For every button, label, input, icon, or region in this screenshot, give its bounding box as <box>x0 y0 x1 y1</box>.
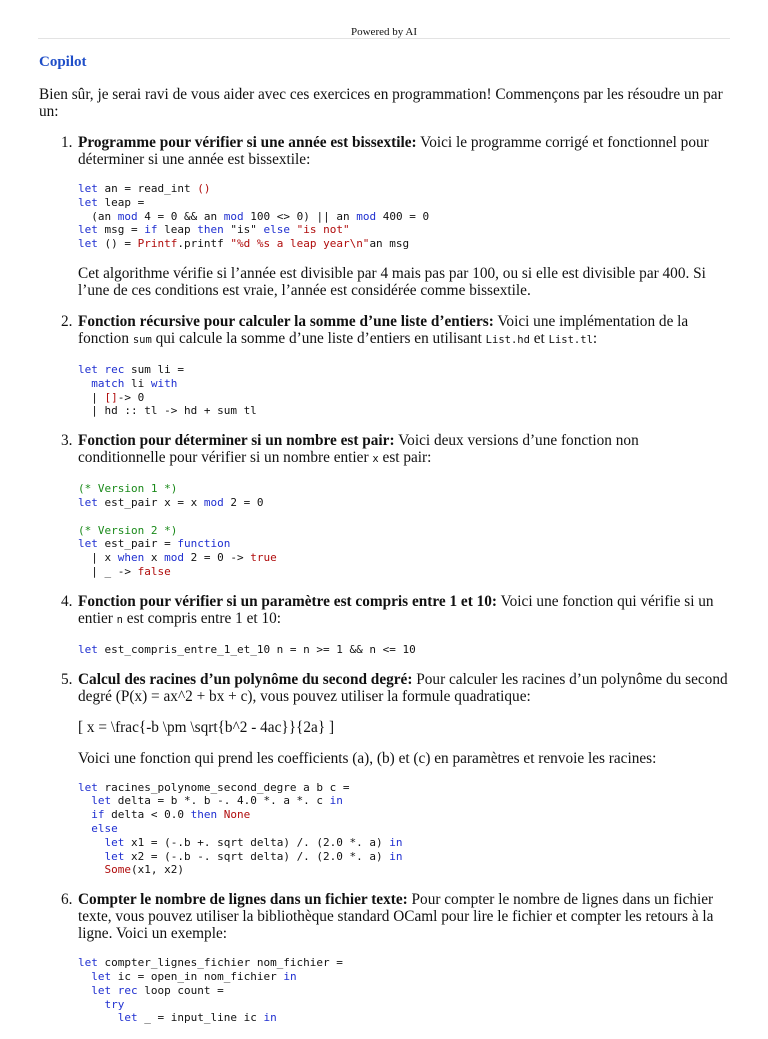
code-line <box>78 237 409 250</box>
code-block <box>78 182 729 251</box>
code-token-st: "%d %s a leap year\n" <box>230 237 370 251</box>
code-token-kw: let <box>91 794 118 808</box>
item-number: 6. <box>61 891 73 909</box>
code-token-kw: let <box>78 223 105 237</box>
code-token-kw: in <box>329 794 343 808</box>
code-token: | <box>78 390 105 404</box>
code-token-cm: (* Version 1 *) <box>78 482 178 496</box>
code-token: | _ -> <box>78 564 138 578</box>
code-token: est_pair x = x <box>104 495 204 509</box>
code-token: 2 = 0 <box>230 495 264 509</box>
code-token-st: Some <box>104 863 131 877</box>
item-text: : <box>592 329 598 347</box>
code-line <box>78 391 144 404</box>
item-text: Pour compter le nombre de lignes dans un fichier texte, vous pouvez utiliser la bibliothèque standard OCaml pour lire le fichier et compter les retours à la ligne. Voici un exemple: <box>78 891 714 943</box>
code-token-kw: let <box>117 1011 145 1025</box>
code-token: an msg <box>369 237 410 251</box>
code-token-kw: let <box>78 195 105 209</box>
code-line <box>78 196 144 209</box>
code-token: -> 0 <box>117 390 145 404</box>
exercise-item-4 <box>61 592 729 657</box>
code-line <box>78 956 343 969</box>
exercise-item-3 <box>61 432 729 579</box>
inline-code: List.hd <box>485 333 530 346</box>
item-number: 3. <box>61 432 73 450</box>
code-token-kw: let <box>78 237 105 251</box>
code-token <box>78 863 105 876</box>
code-token-st: None <box>217 808 251 822</box>
code-token: leap <box>164 223 198 237</box>
code-token: x2 = (-.b -. sqrt delta) /. (2.0 *. a) <box>131 849 390 863</box>
item-title: Calcul des racines d’un polynôme du second degré: <box>78 670 413 688</box>
code-token-kw: let <box>78 780 105 794</box>
code-token <box>78 998 105 1011</box>
code-token: loop count = <box>144 983 224 997</box>
code-token: an = read_int <box>104 182 198 195</box>
code-line <box>78 223 350 236</box>
code-token <box>78 794 91 807</box>
code-token-st: "is not" <box>290 223 350 237</box>
code-token: li <box>131 376 151 390</box>
code-token-kw: let <box>78 495 105 509</box>
code-line <box>78 984 224 997</box>
code-token-kw: if <box>91 808 112 822</box>
code-line <box>78 822 118 835</box>
code-token-kw: in <box>283 969 297 983</box>
powered-by-label: Powered by AI <box>351 26 417 38</box>
code-line <box>78 537 230 550</box>
code-line <box>78 794 343 807</box>
code-token: 100 <> 0) || an <box>250 209 357 223</box>
code-token-kw: let <box>78 642 105 656</box>
code-line <box>78 482 177 495</box>
code-token-kw: let rec <box>78 362 131 376</box>
item-text: Voici deux versions d’une fonction non conditionnelle pour vérifier si un nombre entier <box>78 432 639 467</box>
code-token: 2 = 0 -> <box>190 551 251 565</box>
code-line <box>78 643 416 656</box>
inline-code: sum <box>132 333 152 346</box>
code-token-kw: mod <box>223 209 251 223</box>
item-number: 1. <box>61 134 73 151</box>
code-token: | x <box>78 551 118 565</box>
code-token-kw: when <box>117 551 151 565</box>
code-token-st: [] <box>104 390 118 404</box>
code-token-kw: else <box>263 223 290 237</box>
inline-code: n <box>116 613 123 626</box>
code-token: (an <box>78 209 118 223</box>
quadratic-formula: [ x = \frac{-b \pm \sqrt{b^2 - 4ac}}{2a} ] <box>78 718 335 736</box>
code-token-kw: if <box>144 223 165 237</box>
item-description <box>78 891 729 942</box>
code-token-kw: mod <box>203 495 231 509</box>
code-line <box>78 524 177 537</box>
code-token-kw: try <box>104 997 125 1011</box>
code-block <box>78 643 729 657</box>
item-number: 5. <box>61 670 73 688</box>
item-explanation: Voici une fonction qui prend les coefficients (a), (b) et (c) en paramètres et renvoie les racines: <box>78 749 657 767</box>
code-token: est_compris_entre_1_et_10 n = n >= 1 && n <= 10 <box>104 642 416 656</box>
code-token <box>78 836 105 849</box>
code-token-kw: else <box>91 821 118 835</box>
page-header <box>38 0 730 39</box>
code-token-kw: mod <box>164 551 191 565</box>
code-line <box>78 377 177 390</box>
code-block <box>78 482 729 579</box>
code-token: _ = input_line ic <box>144 1011 264 1025</box>
code-token: () = <box>104 237 138 251</box>
code-token-cm: (* Version 2 *) <box>78 523 178 537</box>
code-token: "is" <box>230 223 264 237</box>
item-explanation: Cet algorithme vérifie si l’année est divisible par 4 mais pas par 100, ou si elle est divisible par 400. Si l’une de ces conditions est vraie, l’année est considérée comme bissextile. <box>78 264 706 299</box>
code-token-kw: then <box>197 223 231 237</box>
code-line <box>78 808 250 821</box>
item-description <box>78 593 729 629</box>
code-token-kw: let <box>104 835 131 849</box>
code-line <box>78 781 350 794</box>
exercise-item-1 <box>61 134 729 299</box>
code-token: .printf <box>177 237 231 251</box>
code-block <box>78 363 729 418</box>
code-token-st: Printf <box>137 237 178 251</box>
item-number: 2. <box>61 312 73 330</box>
item-title: Programme pour vérifier si une année est bissextile: <box>78 134 417 151</box>
code-token-kw: with <box>150 376 178 390</box>
code-line <box>78 1011 277 1024</box>
code-token-kw: then <box>190 808 218 822</box>
code-token <box>78 984 91 997</box>
code-line <box>78 404 257 417</box>
code-token <box>78 822 91 835</box>
code-token-st: false <box>137 564 171 578</box>
code-token <box>78 850 105 863</box>
code-token: sum li = <box>130 362 184 376</box>
code-token: compter_lignes_fichier nom_fichier = <box>104 956 343 970</box>
code-token <box>78 1011 118 1024</box>
exercise-item-5 <box>61 670 729 878</box>
item-text: est pair: <box>378 449 432 467</box>
intro-paragraph: Bien sûr, je serai ravi de vous aider avec ces exercices en programmation! Commençons par les résoudre un par un: <box>39 86 723 120</box>
code-line <box>78 836 403 849</box>
code-line <box>78 565 171 578</box>
code-token: 4 = 0 && an <box>144 209 224 223</box>
code-token: est_pair = <box>104 537 178 551</box>
item-title: Fonction pour déterminer si un nombre est pair: <box>78 432 395 450</box>
item-number: 4. <box>61 592 73 610</box>
code-token: msg = <box>104 223 145 237</box>
exercise-item-6 <box>61 891 729 1025</box>
code-token: (x1, x2) <box>131 863 184 877</box>
exercise-list <box>39 134 729 1025</box>
code-token: delta = b *. b -. 4.0 *. a *. c <box>117 794 330 808</box>
code-token-st: true <box>250 551 277 565</box>
code-token-kw: in <box>389 849 403 863</box>
code-block <box>78 781 729 878</box>
document-content <box>39 52 729 1039</box>
code-line <box>78 182 210 195</box>
code-token: delta < 0.0 <box>111 808 191 822</box>
item-title: Fonction récursive pour calculer la somme d’une liste d’entiers: <box>78 312 494 330</box>
code-token-kw: mod <box>356 209 383 223</box>
inline-code: x <box>372 453 379 466</box>
exercise-item-2 <box>61 312 729 418</box>
item-title: Compter le nombre de lignes dans un fichier texte: <box>78 891 408 909</box>
code-token-kw: match <box>91 376 131 390</box>
code-token-kw: let <box>78 956 105 970</box>
code-line <box>78 850 403 863</box>
code-token <box>78 808 91 821</box>
item-description <box>78 134 729 168</box>
code-line <box>78 998 124 1011</box>
code-token-kw: in <box>389 835 403 849</box>
item-text: est compris entre 1 et 10: <box>122 609 282 627</box>
code-token-kw: mod <box>117 209 145 223</box>
code-token: leap = <box>104 195 145 209</box>
code-token: x <box>150 551 165 565</box>
code-token-kw: let <box>78 182 105 195</box>
code-token: 400 = 0 <box>382 209 430 223</box>
code-token-kw: function <box>177 537 231 551</box>
code-token: ic = open_in nom_fichier <box>117 969 284 983</box>
code-line <box>78 970 297 983</box>
code-token-kw: let <box>78 537 105 551</box>
item-text: qui calcule la somme d’une liste d’entiers en utilisant <box>151 329 486 347</box>
code-token: x1 = (-.b +. sqrt delta) /. (2.0 *. a) <box>131 835 390 849</box>
code-block <box>78 956 729 1025</box>
brand-title: Copilot <box>39 54 87 70</box>
code-token-st: () <box>197 182 211 195</box>
code-line <box>78 363 184 376</box>
code-line <box>78 863 184 876</box>
item-text: Voici une implémentation de la fonction <box>78 312 689 347</box>
item-text: Voici le programme corrigé et fonctionnel pour déterminer si une année est bissextile: <box>78 134 709 168</box>
inline-code: List.tl <box>548 333 593 346</box>
item-description <box>78 671 729 705</box>
code-token-kw: in <box>263 1011 277 1025</box>
item-description <box>78 432 729 468</box>
code-token <box>78 970 91 983</box>
code-line <box>78 210 429 223</box>
item-text: et <box>529 329 549 347</box>
code-line <box>78 496 263 509</box>
code-token-kw: let <box>91 969 118 983</box>
code-token-kw: let <box>104 849 131 863</box>
code-token: | hd :: tl -> hd + sum tl <box>78 404 257 418</box>
code-token <box>78 377 91 390</box>
item-description <box>78 313 729 349</box>
item-text: Voici une fonction qui vérifie si un entier <box>78 592 714 627</box>
code-token-kw: let rec <box>91 983 145 997</box>
code-line <box>78 551 277 564</box>
item-text: Pour calculer les racines d’un polynôme du second degré (P(x) = ax^2 + bx + c), vous pouvez utiliser la formule quadratique: <box>78 670 728 705</box>
item-title: Fonction pour vérifier si un paramètre est compris entre 1 et 10: <box>78 592 498 610</box>
code-token: racines_polynome_second_degre a b c = <box>104 780 350 794</box>
